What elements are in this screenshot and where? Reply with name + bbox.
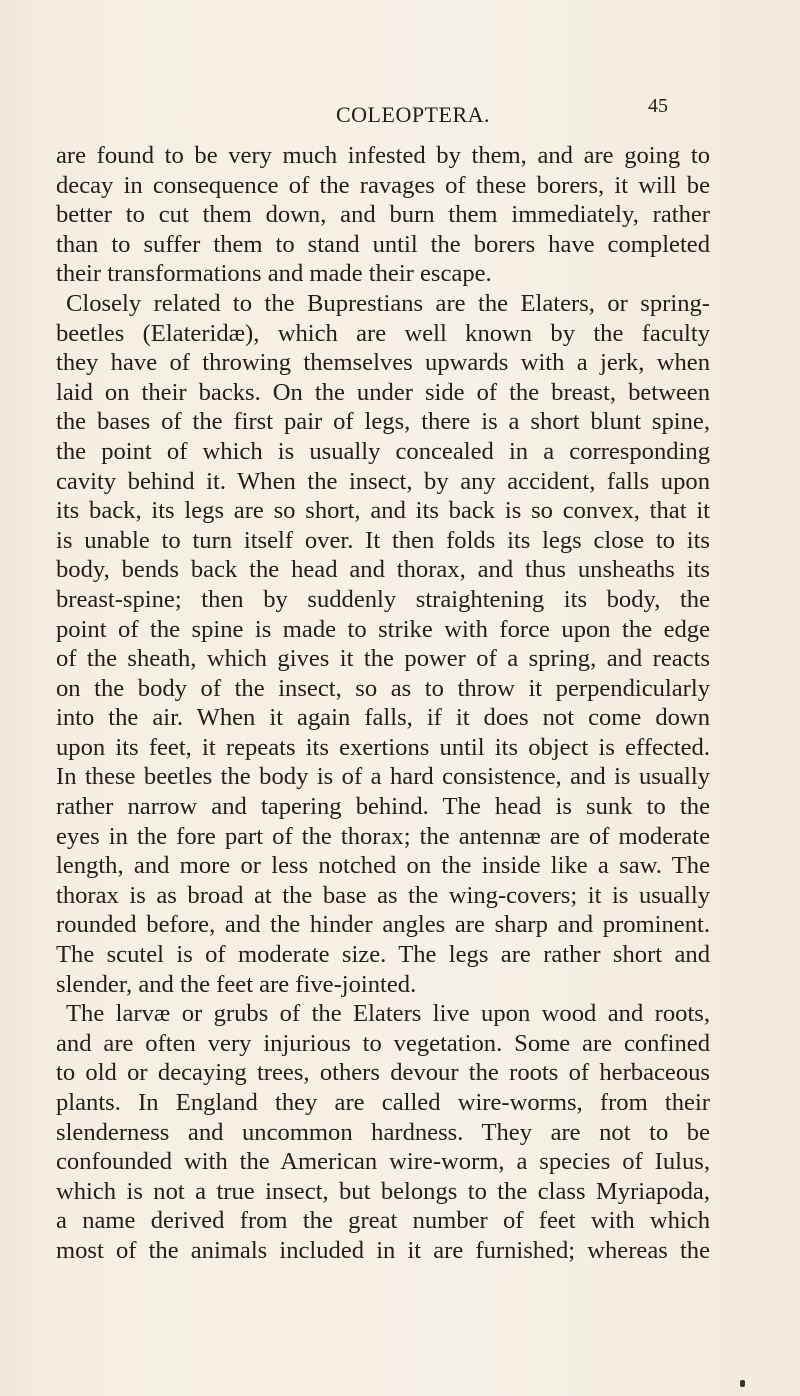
text-line: to old or decaying trees, others devour the roots of herbaceous (56, 1059, 710, 1087)
text-line: confounded with the American wire-worm, a species of Iulus, (56, 1148, 710, 1176)
text-line: length, and more or less notched on the inside like a saw. The (56, 852, 710, 880)
text-line: most of the animals included in it are furnished; whereas the (56, 1236, 710, 1264)
paragraph-start-line: Closely related to the Buprestians are the Elaters, or spring- (66, 289, 710, 317)
text-line: slenderness and uncommon hardness. They are not to be (56, 1118, 710, 1146)
text-line: plants. In England they are called wire-worms, from their (56, 1089, 710, 1116)
text-line: the bases of the first pair of legs, there is a short blunt spine, (56, 408, 710, 436)
text-line: a name derived from the great number of feet with which (56, 1207, 710, 1235)
text-line: into the air. When it again falls, if it does not come down (56, 704, 710, 732)
text-line: the point of which is usually concealed in a corresponding (56, 437, 710, 465)
running-title: COLEOPTERA. (336, 102, 490, 127)
ink-speck (740, 1380, 745, 1387)
text-line: eyes in the fore part of the thorax; the antennæ are of moderate (56, 822, 710, 850)
body-text (56, 141, 710, 1266)
text-line: beetles (Elateridæ), which are well known by the faculty (56, 319, 710, 347)
text-line: better to cut them down, and burn them immediately, rather (56, 201, 710, 229)
text-line: rounded before, and the hinder angles are sharp and prominent. (56, 911, 710, 939)
text-line: are found to be very much infested by them, and are going to (56, 142, 710, 169)
text-line: point of the spine is made to strike with force upon the edge (56, 615, 710, 643)
text-line: and are often very injurious to vegetation. Some are confined (56, 1029, 710, 1057)
text-line: their transformations and made their escape. (56, 260, 492, 288)
text-line: which is not a true insect, but belongs to the class Myriapoda, (56, 1177, 710, 1205)
paragraph-start-line: The larvæ or grubs of the Elaters live upon wood and roots, (66, 1000, 710, 1028)
text-line: they have of throwing themselves upwards with a jerk, when (56, 349, 710, 377)
text-line: body, bends back the head and thorax, and thus unsheaths its (56, 556, 710, 584)
text-line: thorax is as broad at the base as the wing-covers; it is usually (56, 881, 710, 909)
text-line: its back, its legs are so short, and its back is so convex, that it (56, 497, 710, 525)
text-line: cavity behind it. When the insect, by any accident, falls upon (56, 467, 710, 495)
text-line: decay in consequence of the ravages of these borers, it will be (56, 171, 710, 199)
text-line: laid on their backs. On the under side of the breast, between (56, 378, 710, 406)
text-line: than to suffer them to stand until the borers have completed (56, 230, 710, 258)
text-line: of the sheath, which gives it the power of a spring, and reacts (56, 645, 710, 673)
text-line: upon its feet, it repeats its exertions until its object is effected. (56, 733, 710, 761)
text-line: The scutel is of moderate size. The legs are rather short and (56, 941, 710, 969)
page-number: 45 (648, 95, 668, 117)
text-line: rather narrow and tapering behind. The head is sunk to the (56, 793, 710, 821)
running-head (0, 86, 800, 126)
text-line: on the body of the insect, so as to throw it perpendicularly (56, 674, 710, 702)
text-line: is unable to turn itself over. It then folds its legs close to its (56, 526, 710, 554)
text-line: breast-spine; then by suddenly straightening its body, the (56, 585, 710, 613)
text-line: In these beetles the body is of a hard consistence, and is usually (56, 763, 710, 791)
text-line: slender, and the feet are five-jointed. (56, 970, 417, 998)
